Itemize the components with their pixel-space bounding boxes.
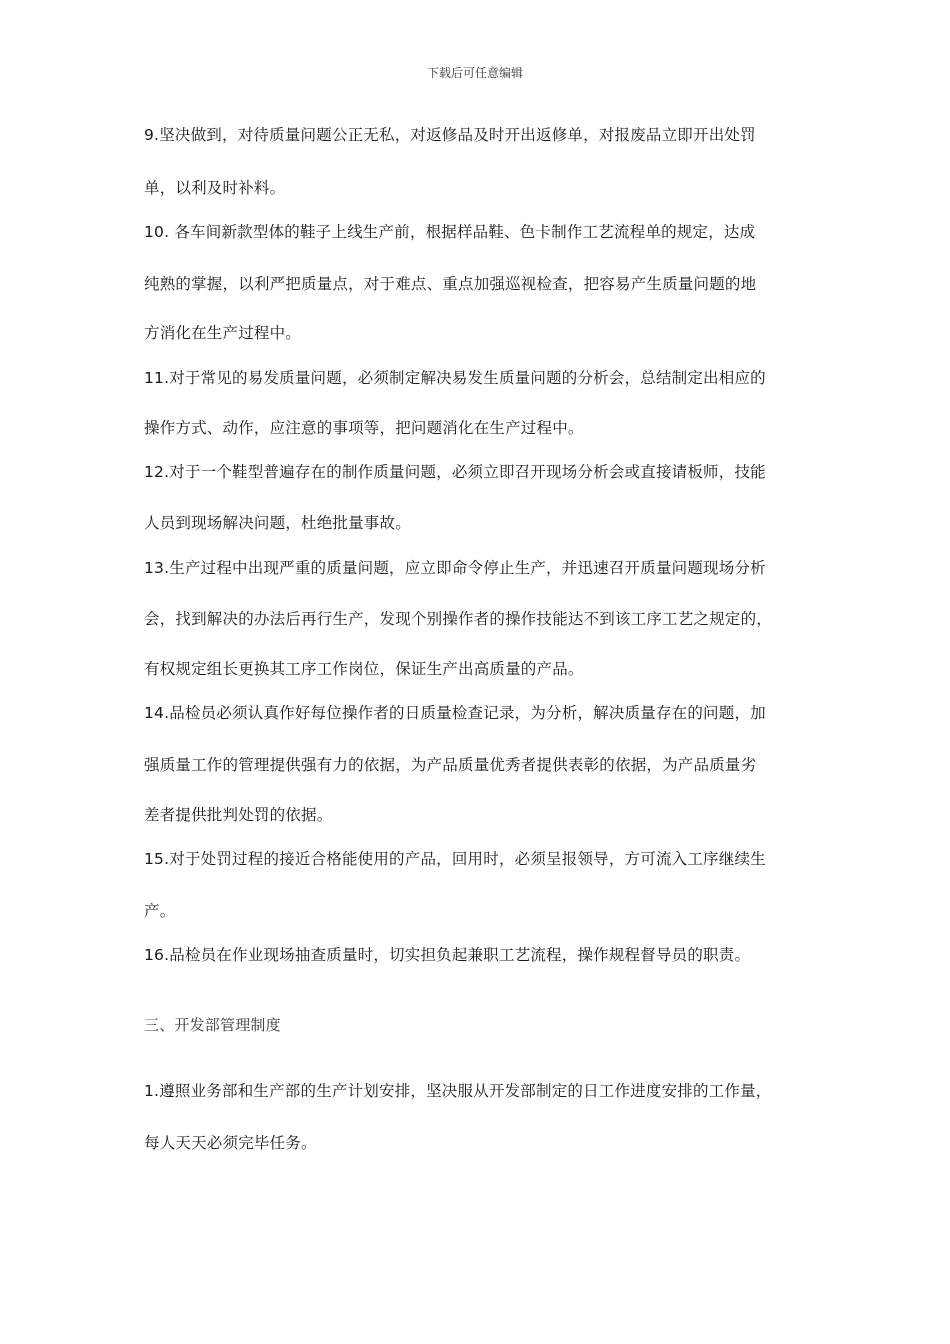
paragraph-line: 9.坚决做到，对待质量问题公正无私，对返修品及时开出返修单，对报废品立即开出处罚 <box>144 126 756 144</box>
paragraph-line: 人员到现场解决问题，杜绝批量事故。 <box>144 514 411 532</box>
paragraph-line: 16.品检员在作业现场抽查质量时，切实担负起兼职工艺流程，操作规程督导员的职责。 <box>144 946 751 964</box>
paragraph-line: 每人天天必须完毕任务。 <box>144 1134 317 1152</box>
paragraph-line: 方消化在生产过程中。 <box>144 324 302 342</box>
paragraph-line: 12.对于一个鞋型普遍存在的制作质量问题，必须立即召开现场分析会或直接请板师，技能 <box>144 463 766 481</box>
paragraph-line: 操作方式、动作，应注意的事项等，把问题消化在生产过程中。 <box>144 419 584 437</box>
paragraph-line: 单，以利及时补料。 <box>144 179 286 197</box>
paragraph-line: 纯熟的掌握，以利严把质量点，对于难点、重点加强巡视检查，把容易产生质量问题的地 <box>144 275 757 293</box>
paragraph-line: 差者提供批判处罚的依据。 <box>144 806 333 824</box>
paragraph-line: 10. 各车间新款型体的鞋子上线生产前，根据样品鞋、色卡制作工艺流程单的规定，达成 <box>144 223 756 241</box>
page-header: 下载后可任意编辑 <box>426 66 523 80</box>
paragraph-line: 强质量工作的管理提供强有力的依据，为产品质量优秀者提供表彰的依据，为产品质量劣 <box>144 756 757 774</box>
paragraph-line: 11.对于常见的易发质量问题，必须制定解决易发生质量问题的分析会，总结制定出相应的 <box>144 369 766 387</box>
paragraph-line: 15.对于处罚过程的接近合格能使用的产品，回用时，必须呈报领导，方可流入工序继续生 <box>144 850 766 868</box>
paragraph-line: 会，找到解决的办法后再行生产，发现个别操作者的操作技能达不到该工序工艺之规定的， <box>144 610 773 628</box>
paragraph-line: 有权规定组长更换其工序工作岗位，保证生产出高质量的产品。 <box>144 660 584 678</box>
paragraph-line: 产。 <box>144 902 176 920</box>
section-heading: 三、开发部管理制度 <box>144 1016 281 1034</box>
paragraph-line: 13.生产过程中出现严重的质量问题，应立即命令停止生产，并迅速召开质量问题现场分析 <box>144 559 766 577</box>
paragraph-line: 14.品检员必须认真作好每位操作者的日质量检查记录，为分析，解决质量存在的问题，加 <box>144 704 766 722</box>
paragraph-line: 1.遵照业务部和生产部的生产计划安排，坚决服从开发部制定的日工作进度安排的工作量， <box>144 1082 772 1100</box>
